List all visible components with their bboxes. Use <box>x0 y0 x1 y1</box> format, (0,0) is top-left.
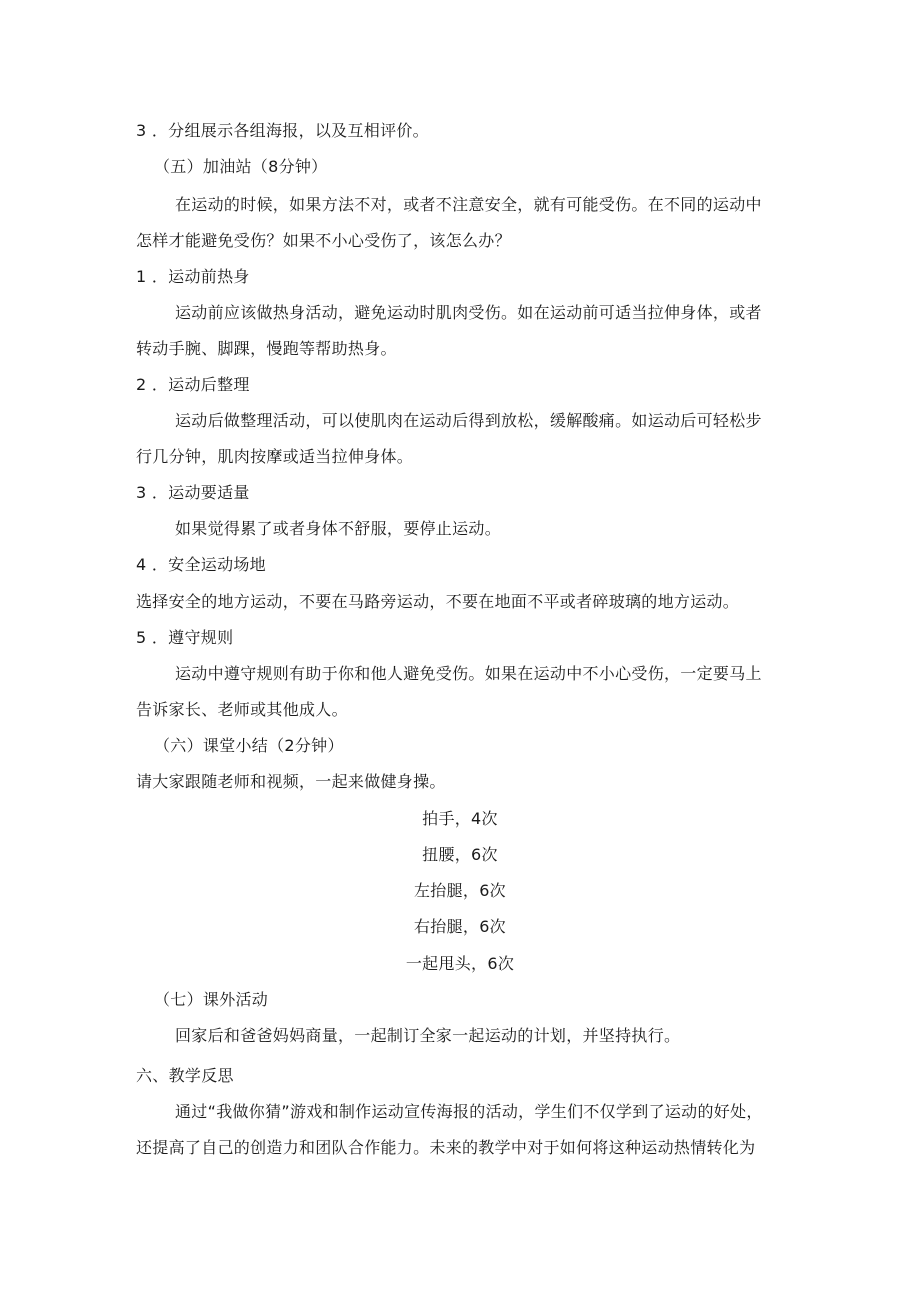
list-item-5-rules: 5 ．遵守规则 <box>136 628 234 647</box>
paragraph-line: 通过“我做你猜”游戏和制作运动宣传海报的活动，学生们不仅学到了运动的好处， <box>175 1102 763 1121</box>
list-item-2-cooldown: 2 ．运动后整理 <box>136 375 250 394</box>
paragraph-line: 怎样才能避免受伤？如果不小心受伤了，该怎么办？ <box>136 231 511 250</box>
section-heading-5: （五）加油站（8分钟） <box>154 157 328 176</box>
list-item-4-safe-venue: 4 ．安全运动场地 <box>136 555 266 574</box>
paragraph-line: 如果觉得累了或者身体不舒服，要停止运动。 <box>175 519 502 538</box>
paragraph-line: 运动前应该做热身活动，避免运动时肌肉受伤。如在运动前可适当拉伸身体，或者 <box>175 303 762 322</box>
list-item-3-poster-show: 3 ．分组展示各组海报，以及互相评价。 <box>136 121 429 140</box>
exercise-step: 右抬腿，6次 <box>414 917 506 936</box>
list-item-1-warmup: 1 ．运动前热身 <box>136 267 250 286</box>
paragraph-line: 回家后和爸爸妈妈商量，一起制订全家一起运动的计划，并坚持执行。 <box>175 1026 681 1045</box>
exercise-step: 左抬腿，6次 <box>414 881 506 900</box>
paragraph-line: 运动后做整理活动，可以使肌肉在运动后得到放松，缓解酸痛。如运动后可轻松步 <box>175 411 762 430</box>
exercise-step: 扭腰，6次 <box>422 845 498 864</box>
paragraph-line: 在运动的时候，如果方法不对，或者不注意安全，就有可能受伤。在不同的运动中 <box>175 195 762 214</box>
section-heading-6: （六）课堂小结（2分钟） <box>154 736 344 755</box>
paragraph-line: 转动手腕、脚踝，慢跑等帮助热身。 <box>136 339 397 358</box>
paragraph-line: 还提高了自己的创造力和团队合作能力。未来的教学中对于如何将这种运动热情转化为 <box>136 1138 756 1157</box>
exercise-step: 一起甩头，6次 <box>405 954 515 973</box>
section-heading-7: （七）课外活动 <box>154 990 269 1009</box>
chapter-heading-reflection: 六、教学反思 <box>136 1066 234 1085</box>
list-item-3-moderation: 3 ．运动要适量 <box>136 483 250 502</box>
exercise-step: 拍手，4次 <box>422 809 498 828</box>
paragraph-line: 行几分钟，肌肉按摩或适当拉伸身体。 <box>136 447 414 466</box>
paragraph-line: 告诉家长、老师或其他成人。 <box>136 700 348 719</box>
paragraph-line: 请大家跟随老师和视频，一起来做健身操。 <box>136 772 446 791</box>
paragraph-line: 运动中遵守规则有助于你和他人避免受伤。如果在运动中不小心受伤，一定要马上 <box>175 664 762 683</box>
paragraph-line: 选择安全的地方运动，不要在马路旁运动，不要在地面不平或者碎玻璃的地方运动。 <box>136 592 740 611</box>
